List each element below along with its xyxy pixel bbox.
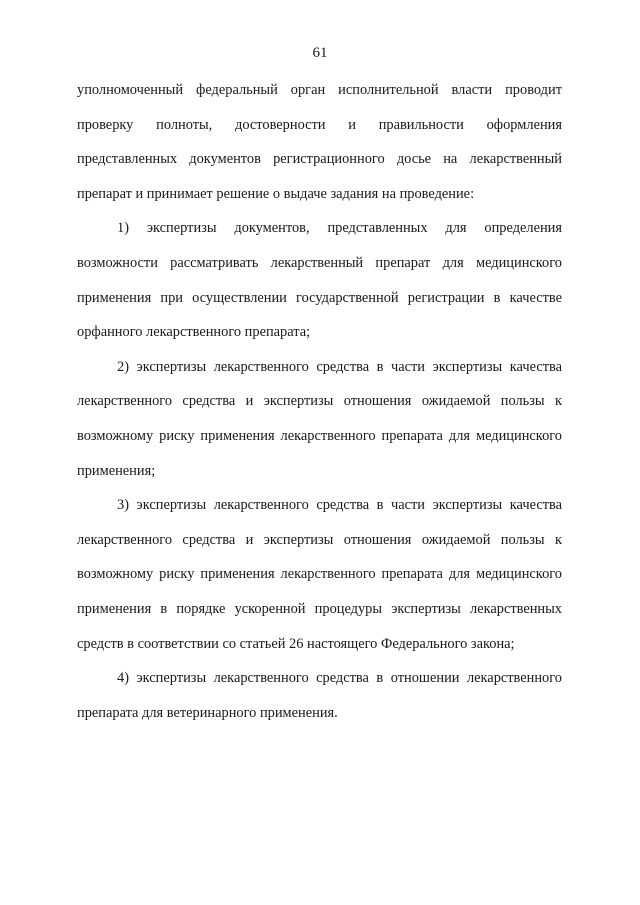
document-body [77, 73, 562, 730]
paragraph-intro: уполномоченный федеральный орган исполнительной власти проводит проверку полноты, достоверности и правильности оформления представленных документов регистрационного досье на лекарственный препарат и принимает решение о выдаче задания на проведение: [77, 82, 562, 202]
list-item-1: 1) экспертизы документов, представленных для определения возможности рассматривать лекарственный препарат для медицинского применения при осуществлении государственной регистрации в качестве орфанного лекарственного препарата; [77, 220, 562, 341]
list-item-3: 3) экспертизы лекарственного средства в части экспертизы качества лекарственного средства и экспертизы отношения ожидаемой пользы к возможному риску применения лекарственного препарата для медицинского применения в порядке ускоренной процедуры экспертизы лекарственных средств в соответствии со статьей 26 настоящего Федерального закона; [77, 497, 562, 652]
list-item-4: 4) экспертизы лекарственного средства в отношении лекарственного препарата для ветеринарного применения. [77, 670, 562, 721]
list-item-2: 2) экспертизы лекарственного средства в части экспертизы качества лекарственного средства и экспертизы отношения ожидаемой пользы к возможному риску применения лекарственного препарата для медицинского применения; [77, 358, 562, 479]
page-number: 61 [312, 45, 328, 61]
